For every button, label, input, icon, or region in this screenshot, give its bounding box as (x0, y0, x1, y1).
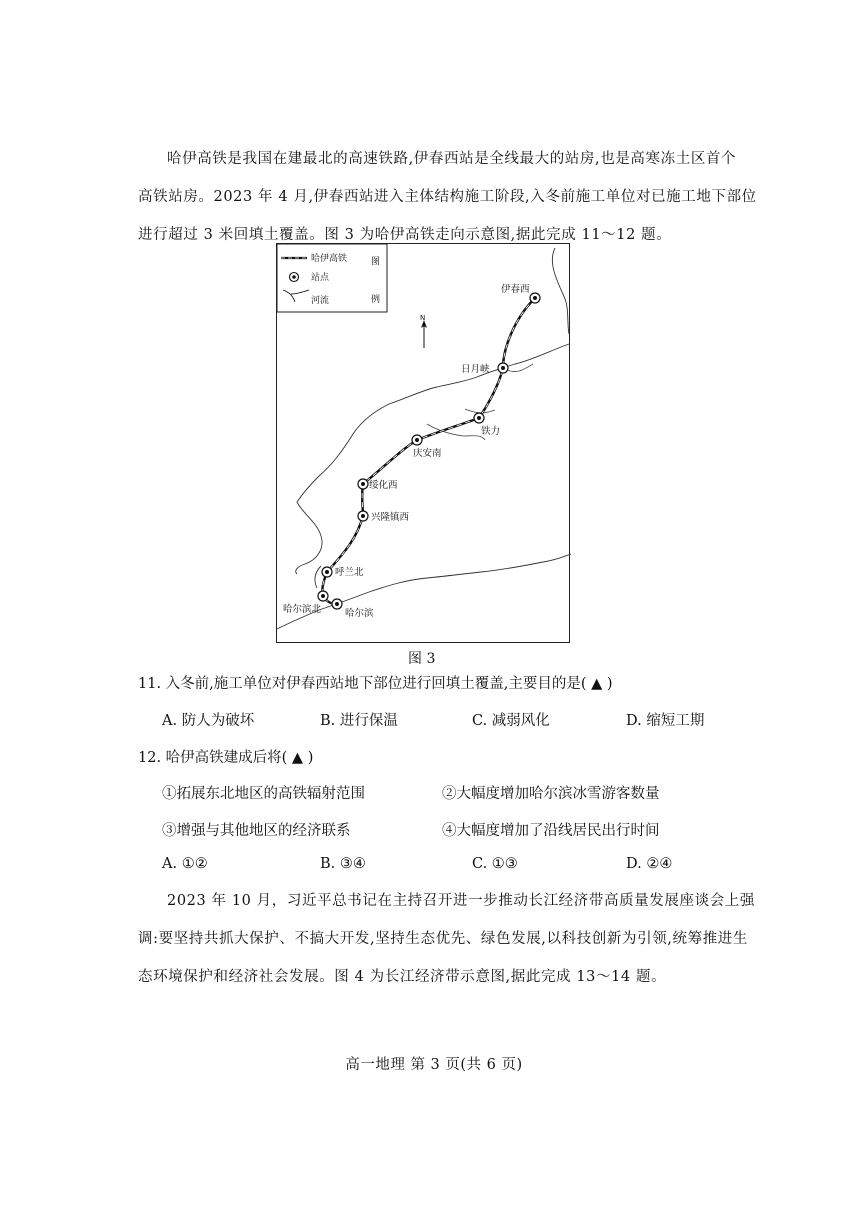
q12-option-b: B. ③④ (320, 856, 366, 872)
boundary-line (296, 344, 569, 574)
intro2-paragraph (138, 882, 768, 996)
north-label: N (420, 314, 426, 322)
q12-option-d: D. ②④ (626, 856, 673, 872)
legend-rail-label: 哈伊高铁 (311, 254, 348, 264)
legend-title-bottom: 例 (371, 295, 381, 305)
station-label: 呼兰北 (335, 567, 364, 578)
figure-caption: 图 3 (408, 651, 436, 667)
intro-line: 哈伊高铁是我国在建最北的高速铁路,伊春西站是全线最大的站房,也是高寒冻土区首个 (167, 151, 737, 167)
station-label: 铁力 (481, 426, 501, 437)
station-qingan-south (412, 435, 442, 459)
question-12-stem: 12. 哈伊高铁建成后将( ▲ ) (138, 750, 314, 766)
station-label: 伊春西 (501, 284, 530, 295)
q12-item-2: ②大幅度增加哈尔滨冰雪游客数量 (442, 786, 660, 802)
station-ichun-west (501, 283, 540, 303)
page-footer: 高一地理 第 3 页(共 6 页) (345, 1057, 523, 1073)
intro-line: 进行超过 3 米回填土覆盖。图 3 为哈伊高铁走向示意图,据此完成 11～12 题。 (138, 227, 672, 243)
q12-item-4: ④大幅度增加了沿线居民出行时间 (442, 823, 660, 839)
railway-map (277, 244, 571, 644)
station-harbin-north (283, 591, 328, 615)
q11-option-b: B. 进行保温 (320, 713, 398, 729)
q11-option-d: D. 缩短工期 (626, 713, 705, 729)
question-11-stem: 11. 入冬前,施工单位对伊春西站地下部位进行回填土覆盖,主要目的是( ▲ ) (138, 676, 613, 692)
legend-station-label: 站点 (311, 273, 330, 283)
station-harbin (332, 599, 374, 619)
north-arrow-icon (420, 314, 427, 348)
railway-map-figure (276, 243, 570, 643)
legend-river-label: 河流 (311, 296, 330, 306)
q11-option-c: C. 减弱风化 (472, 713, 550, 729)
legend-title-top: 图 (371, 257, 381, 267)
station-riyuexia (461, 363, 508, 375)
station-label: 庆安南 (413, 448, 442, 459)
intro2-line: 态环境保护和经济社会发展。图 4 为长江经济带示意图,据此完成 13～14 题。 (138, 969, 667, 985)
q11-option-a: A. 防人为破坏 (162, 713, 255, 729)
station-label: 日月峡 (461, 364, 490, 375)
station-suihua-west (358, 479, 398, 491)
q12-option-a: A. ①② (162, 856, 208, 872)
station-xinglongzhen-west (358, 511, 410, 523)
station-hulan-north (322, 566, 364, 578)
intro-paragraph (138, 140, 768, 254)
intro2-line: 调:要坚持共抓大保护、不搞大开发,坚持生态优先、绿色发展,以科技创新为引领,统筹推进生 (138, 931, 749, 947)
map-legend (277, 244, 387, 312)
station-tieli (474, 413, 500, 437)
intro-line: 高铁站房。2023 年 4 月,伊春西站进入主体结构施工阶段,入冬前施工单位对已施工地下部位 (138, 189, 757, 205)
station-label: 哈尔滨 (345, 608, 374, 619)
river (465, 409, 495, 413)
q12-item-3: ③增强与其他地区的经济联系 (162, 823, 351, 839)
station-label: 哈尔滨北 (283, 604, 322, 615)
boundary-line (552, 248, 569, 334)
intro2-line: 2023 年 10 月，习近平总书记在主持召开进一步推动长江经济带高质量发展座谈会上强 (167, 893, 755, 909)
boundary-line (315, 566, 321, 588)
q12-option-c: C. ①③ (472, 856, 518, 872)
station-label: 绥化西 (369, 480, 398, 491)
station-label: 兴隆镇西 (371, 512, 410, 523)
q12-item-1: ①拓展东北地区的高铁辐射范围 (162, 786, 365, 802)
